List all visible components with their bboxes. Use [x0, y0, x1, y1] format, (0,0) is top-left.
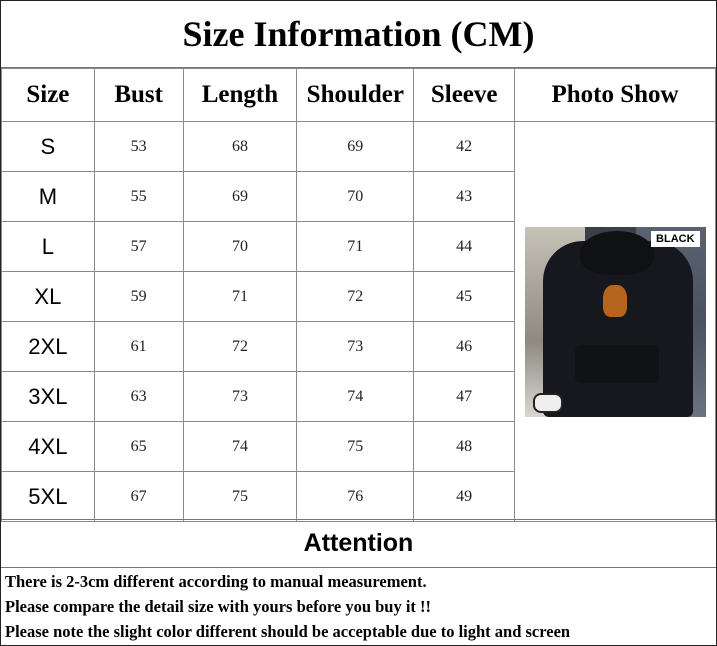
header-bust: Bust [94, 69, 183, 122]
dog-print-icon [603, 285, 627, 317]
attention-notes [5, 569, 713, 644]
table-header-row [2, 69, 716, 122]
note-line: Please note the slight color different should be acceptable due to light and screen [5, 622, 571, 641]
size-table [1, 68, 716, 522]
sleeve-cell: 47 [414, 372, 515, 422]
length-cell: 70 [183, 222, 297, 272]
length-cell: 72 [183, 322, 297, 372]
bust-cell: 67 [94, 472, 183, 522]
length-cell: 75 [183, 472, 297, 522]
header-photo-show: Photo Show [515, 69, 716, 122]
size-cell: 3XL [2, 372, 95, 422]
header-length: Length [183, 69, 297, 122]
bust-cell: 53 [94, 122, 183, 172]
size-cell: M [2, 172, 95, 222]
shoulder-cell: 74 [297, 372, 414, 422]
size-cell: 5XL [2, 472, 95, 522]
table-row [2, 122, 716, 172]
sleeve-cell: 46 [414, 322, 515, 372]
sleeve-cell: 45 [414, 272, 515, 322]
size-cell: XL [2, 272, 95, 322]
sleeve-cell: 43 [414, 172, 515, 222]
length-cell: 68 [183, 122, 297, 172]
size-cell: S [2, 122, 95, 172]
length-cell: 73 [183, 372, 297, 422]
shoulder-cell: 72 [297, 272, 414, 322]
bust-cell: 57 [94, 222, 183, 272]
page-title: Size Information (CM) [1, 1, 716, 68]
note-line: There is 2-3cm different according to manual measurement. [5, 572, 427, 591]
black-hoodie-photo [525, 227, 706, 417]
shoulder-cell: 70 [297, 172, 414, 222]
note-line: Please compare the detail size with yours before you buy it !! [5, 597, 432, 616]
header-shoulder: Shoulder [297, 69, 414, 122]
sleeve-cell: 49 [414, 472, 515, 522]
bust-cell: 63 [94, 372, 183, 422]
shoulder-cell: 73 [297, 322, 414, 372]
length-cell: 69 [183, 172, 297, 222]
attention-heading: Attention [1, 519, 716, 568]
shoulder-cell: 71 [297, 222, 414, 272]
size-cell: 4XL [2, 422, 95, 472]
shoulder-cell: 76 [297, 472, 414, 522]
sneaker-icon [533, 393, 563, 413]
bust-cell: 59 [94, 272, 183, 322]
size-cell: L [2, 222, 95, 272]
header-sleeve: Sleeve [414, 69, 515, 122]
length-cell: 71 [183, 272, 297, 322]
size-cell: 2XL [2, 322, 95, 372]
photo-show-cell [515, 122, 716, 522]
sleeve-cell: 44 [414, 222, 515, 272]
bust-cell: 65 [94, 422, 183, 472]
sleeve-cell: 48 [414, 422, 515, 472]
length-cell: 74 [183, 422, 297, 472]
bust-cell: 55 [94, 172, 183, 222]
header-size: Size [2, 69, 95, 122]
color-tag: BLACK [651, 231, 700, 247]
sleeve-cell: 42 [414, 122, 515, 172]
shoulder-cell: 69 [297, 122, 414, 172]
shoulder-cell: 75 [297, 422, 414, 472]
bust-cell: 61 [94, 322, 183, 372]
